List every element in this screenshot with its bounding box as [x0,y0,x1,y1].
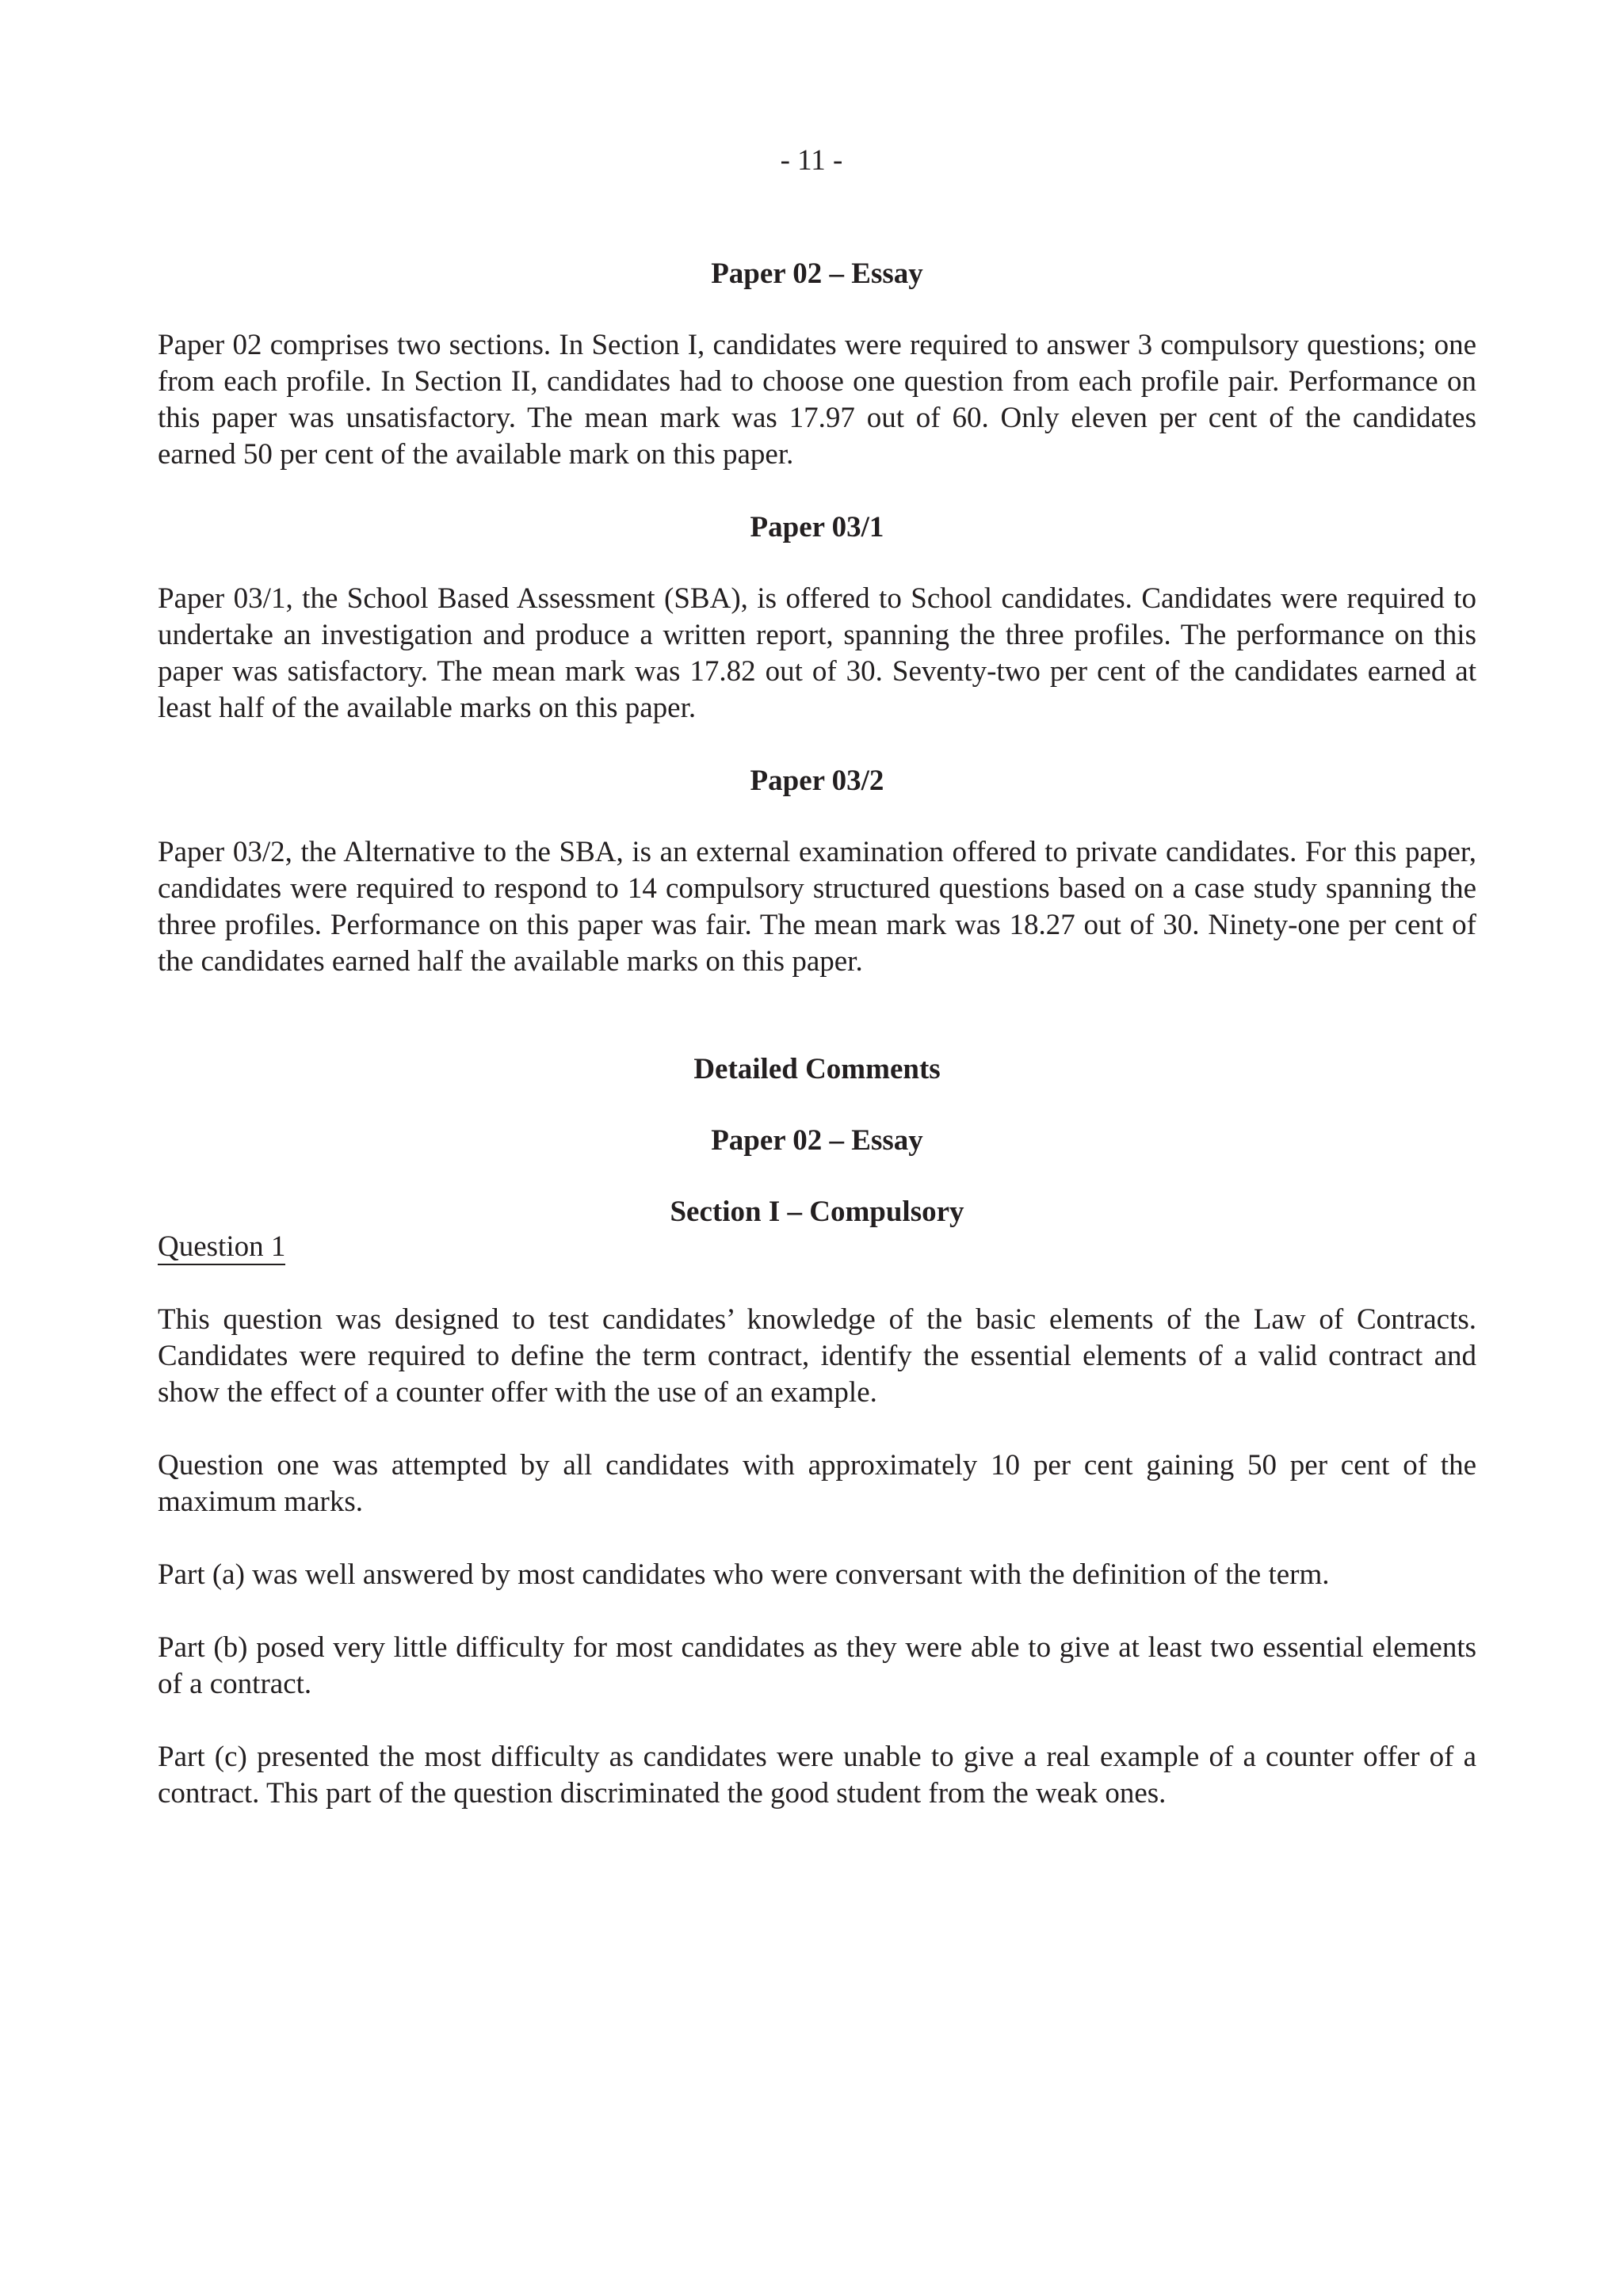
paper02-heading: Paper 02 – Essay [711,257,923,290]
document-body [158,256,1476,1812]
detailed-paper02-heading: Paper 02 – Essay [711,1124,923,1157]
q1-paragraph-part-c: Part (c) presented the most difficulty as candidates were unable to give a real example of a counter offer of a contract. This part of the question discriminated the good student from the weak ones. [158,1741,1476,1810]
detailed-comments-heading: Detailed Comments [693,1053,941,1085]
paper032-paragraph: Paper 03/2, the Alternative to the SBA, is an external examination offered to private candidates. For this paper, candidates were required to respond to 14 compulsory structured questions based on a case study spanning the three profiles. Performance on this paper was fair. The mean mark was 18.27 out of 30. Ninety-one per cent of the candidates earned half the available marks on this paper. [158,836,1476,978]
question-1-label: Question 1 [158,1230,285,1265]
page-number: - 11 - [780,144,843,177]
paper031-paragraph: Paper 03/1, the School Based Assessment (SBA), is offered to School candidates. Candidates were required to undertake an investigation and produce a written report, spanning the three profiles. The performance on this paper was satisfactory. The mean mark was 17.82 out of 30. Seventy-two per cent of the candidates earned at least half of the available marks on this paper. [158,582,1476,724]
paper032-heading: Paper 03/2 [750,765,884,797]
paper031-heading: Paper 03/1 [750,511,884,543]
q1-paragraph-intro: This question was designed to test candidates’ knowledge of the basic elements of the Law of Contracts. Candidates were required to define the term contract, identify the essential elements of a valid contract and show the effect of a counter offer with the use of an example. [158,1303,1476,1409]
q1-paragraph-part-a: Part (a) was well answered by most candidates who were conversant with the definition of the term. [158,1558,1330,1591]
section1-heading: Section I – Compulsory [670,1196,964,1228]
question-label-row [158,1230,1476,1267]
q1-paragraph-part-b: Part (b) posed very little difficulty for most candidates as they were able to give at least two essential elements of a contract. [158,1631,1476,1700]
paper02-paragraph: Paper 02 comprises two sections. In Section I, candidates were required to answer 3 compulsory questions; one from each profile. In Section II, candidates had to choose one question from each profile pair. Performance on this paper was unsatisfactory. The mean mark was 17.97 out of 60. Only eleven per cent of the candidates earned 50 per cent of the available mark on this paper. [158,329,1476,471]
q1-paragraph-attempt: Question one was attempted by all candidates with approximately 10 per cent gaining 50 per cent of the maximum marks. [158,1449,1476,1518]
